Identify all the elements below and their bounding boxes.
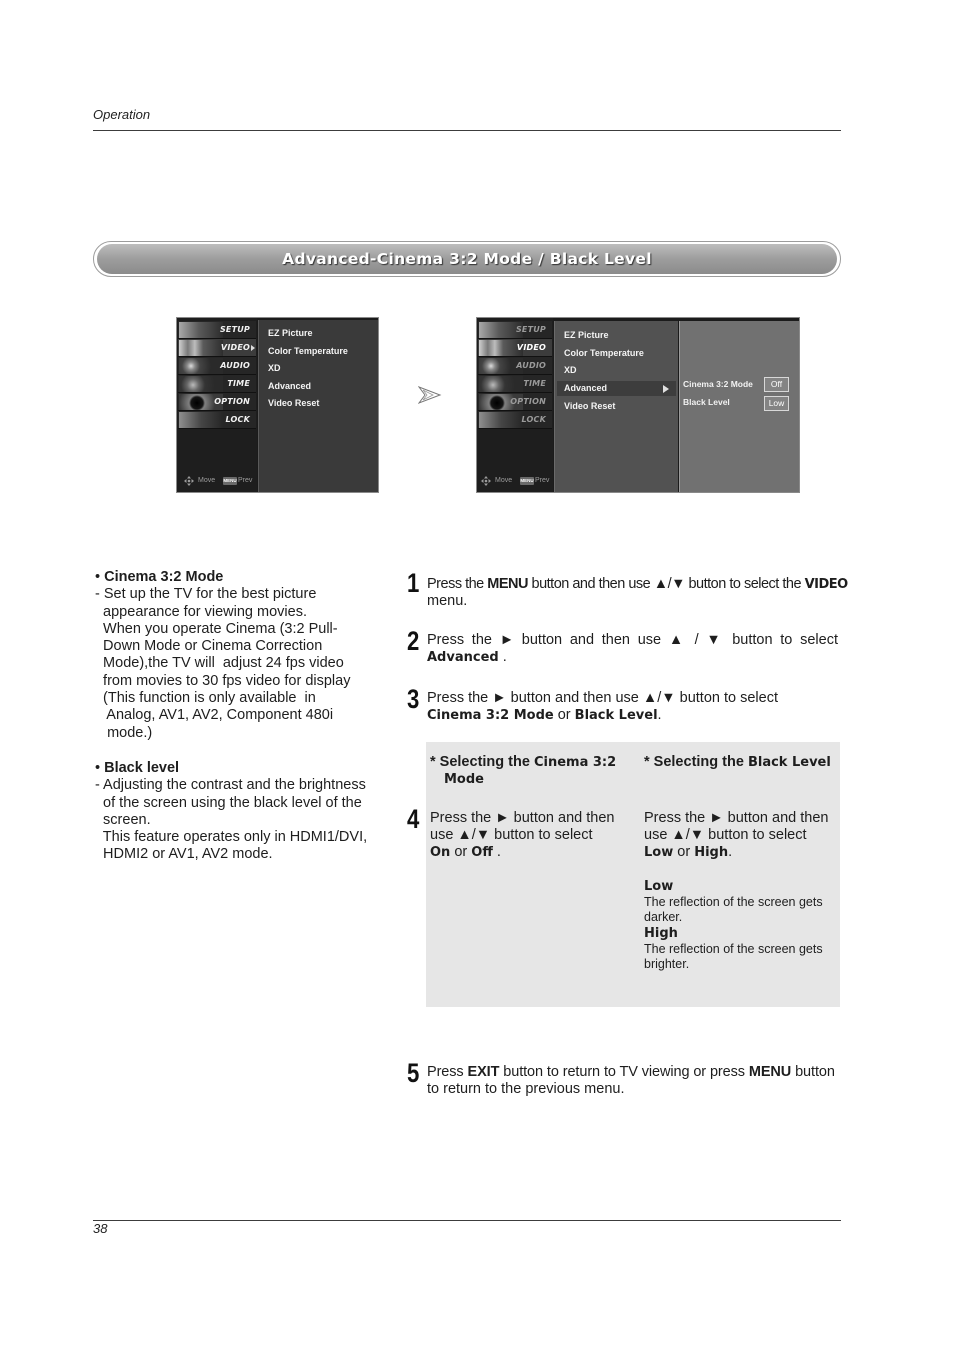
- keyword-text: Cinema 3:2 Mode: [427, 707, 554, 723]
- text-line: [95, 690, 385, 707]
- text-run: of the screen using the black level of the: [95, 794, 362, 811]
- menu-tab-label: LOCK: [521, 415, 546, 424]
- text-line: [427, 575, 848, 593]
- move-label: Move: [495, 477, 513, 484]
- header-rule: [93, 130, 841, 131]
- menu-item-advanced[interactable]: Advanced: [564, 383, 608, 393]
- text-run: Press the ► button and then: [430, 809, 615, 826]
- time-icon: [179, 376, 223, 392]
- step-2-text: [427, 632, 838, 666]
- menu-screenshot-video: [176, 317, 379, 493]
- step-4-black-level-text: [644, 810, 839, 861]
- text-line: [427, 690, 839, 707]
- step-number: 2: [407, 626, 420, 656]
- bold-text: EXIT: [467, 1063, 500, 1080]
- text-run: screen.: [95, 811, 151, 828]
- text-line: [95, 638, 385, 655]
- text-run: or: [673, 843, 695, 860]
- text-run: mode.): [95, 724, 153, 741]
- menu-tab-setup[interactable]: [478, 321, 552, 339]
- text-line: [95, 569, 385, 586]
- text-run: appearance for viewing movies.: [95, 603, 307, 620]
- step-number: 5: [407, 1058, 420, 1088]
- keyword-text: High: [694, 844, 729, 860]
- bold-text: * Selecting the: [644, 753, 748, 770]
- move-arrows-icon: [481, 476, 491, 486]
- menu-tab-label: TIME: [523, 379, 546, 388]
- text-run: darker.: [644, 909, 683, 924]
- submenu-arrow-icon: [251, 345, 255, 351]
- menu-item-advanced[interactable]: Advanced: [268, 381, 312, 391]
- menu-tab-label: SETUP: [515, 325, 546, 334]
- menu-button-badge: MENU: [223, 478, 237, 483]
- text-line: [430, 810, 635, 827]
- menu-tab-label: VIDEO: [220, 343, 250, 352]
- keyword-text: On: [430, 844, 451, 860]
- menu-tab-label: SETUP: [219, 325, 250, 334]
- text-run: or: [450, 843, 472, 860]
- black-level-heading: [644, 754, 839, 771]
- text-run: to return to the previous menu.: [427, 1080, 625, 1097]
- step-5-text: [427, 1064, 839, 1098]
- text-run: (This function is only available in: [95, 690, 316, 707]
- text-line: [95, 707, 385, 724]
- menu-tab-lock[interactable]: [478, 411, 552, 429]
- text-line: [427, 1081, 839, 1098]
- prev-label: Prev: [238, 477, 253, 484]
- step-4-cinema-text: [430, 810, 635, 861]
- text-run: The reflection of the screen gets: [644, 941, 823, 956]
- text-run: .: [498, 648, 507, 665]
- bold-text: * Selecting the: [430, 753, 534, 770]
- menu-item-ez-picture[interactable]: EZ Picture: [564, 330, 609, 340]
- text-run: Press the ► button and then use ▲/▼ button to select: [427, 689, 778, 706]
- black-level-value[interactable]: Low: [764, 396, 789, 411]
- menu-item-video-reset[interactable]: Video Reset: [564, 401, 616, 411]
- text-run: or: [553, 706, 575, 723]
- menu-item-ez-picture[interactable]: EZ Picture: [268, 328, 313, 338]
- text-line: [430, 771, 630, 788]
- menu-button-badge: MENU: [520, 478, 534, 483]
- text-line: [95, 655, 385, 672]
- option-name-low: Low: [644, 878, 674, 894]
- move-arrows-icon: [184, 476, 194, 486]
- menu-footer: [476, 476, 554, 486]
- text-line: [95, 621, 385, 638]
- step-number: 3: [407, 684, 420, 714]
- menu-tab-label: TIME: [227, 379, 250, 388]
- submenu-item-black-level[interactable]: Black Level: [683, 397, 730, 407]
- text-run: - Adjusting the contrast and the brightness: [95, 777, 366, 794]
- menu-tab-label: LOCK: [225, 415, 250, 424]
- menu-item-color-temperature[interactable]: Color Temperature: [268, 346, 348, 356]
- text-run: use ▲/▼ button to select: [644, 826, 807, 843]
- option-name-high: High: [644, 925, 678, 941]
- prev-label: Prev: [535, 477, 550, 484]
- text-line: [430, 827, 635, 844]
- text-run: Press: [427, 1063, 468, 1080]
- text-line: [644, 754, 839, 771]
- text-line: [95, 725, 385, 742]
- text-run: from movies to 30 fps video for display: [95, 672, 351, 689]
- arrow-right-outline-icon: [418, 386, 442, 404]
- text-line: [95, 846, 385, 863]
- setup-icon: [179, 322, 223, 338]
- text-line: [95, 829, 385, 846]
- menu-tab-lock[interactable]: [178, 411, 256, 429]
- menu-tab-column: [477, 318, 553, 492]
- menu-tab-video[interactable]: [478, 339, 552, 357]
- menu-tab-video[interactable]: [178, 339, 256, 357]
- text-line: [95, 673, 385, 690]
- menu-tab-label: VIDEO: [516, 343, 546, 352]
- keyword-text: Off: [471, 844, 493, 860]
- menu-item-xd[interactable]: XD: [564, 365, 577, 375]
- note-black-level: [95, 760, 385, 864]
- keyword-text: Cinema 3:2: [533, 754, 617, 770]
- text-run: This feature operates only in HDMI1/DVI,: [95, 829, 368, 846]
- text-run: Mode),the TV will adjust 24 fps video: [95, 655, 344, 672]
- keyword-text: Advanced: [427, 649, 499, 665]
- cinema-mode-heading: [430, 754, 630, 788]
- menu-screenshot-advanced: [476, 317, 800, 493]
- keyword-text: Black Level: [747, 754, 831, 770]
- text-line: [430, 754, 630, 771]
- text-line: [95, 586, 385, 603]
- menu-item-video-reset[interactable]: Video Reset: [268, 398, 320, 408]
- keyword-text: Black Level: [574, 707, 658, 723]
- text-run: button to return to TV viewing or press: [499, 1063, 749, 1080]
- bold-text: Black level: [104, 760, 180, 776]
- text-line: [95, 795, 385, 812]
- text-run: .: [657, 706, 662, 723]
- text-run: button and then use ▲/▼ button to select the: [527, 575, 805, 592]
- text-run: use ▲/▼ button to select: [430, 826, 593, 843]
- text-line: [427, 707, 839, 724]
- bold-text: MENU: [748, 1063, 792, 1080]
- video-menu-list: [258, 320, 379, 492]
- submenu-arrow-icon: [663, 385, 669, 393]
- text-line: [644, 810, 839, 827]
- black-level-options: [644, 878, 839, 972]
- text-line: [427, 649, 838, 666]
- menu-item-color-temperature[interactable]: Color Temperature: [564, 348, 644, 358]
- advanced-submenu: [679, 321, 800, 493]
- text-line: [427, 632, 838, 649]
- option-description-low: [644, 895, 839, 925]
- text-run: •: [95, 569, 105, 585]
- keyword-text: Low: [644, 844, 674, 860]
- option-description-high: [644, 942, 839, 972]
- page-title: Advanced-Cinema 3:2 Mode / Black Level: [97, 244, 837, 274]
- text-run: Analog, AV1, AV2, Component 480i: [95, 707, 334, 724]
- step-3-text: [427, 690, 839, 724]
- text-line: [427, 1064, 839, 1081]
- text-line: [95, 812, 385, 829]
- text-line: [644, 942, 839, 957]
- menu-tab-option[interactable]: [478, 393, 552, 411]
- menu-tab-setup[interactable]: [178, 321, 256, 339]
- menu-tab-label: OPTION: [214, 397, 250, 406]
- text-line: [644, 844, 839, 861]
- keyword-text: Mode: [444, 771, 484, 787]
- text-run: - Set up the TV for the best picture: [95, 586, 317, 603]
- text-run: .: [728, 843, 733, 860]
- text-run: brighter.: [644, 956, 690, 971]
- bold-text: MENU: [487, 575, 528, 592]
- step-number: 4: [407, 804, 420, 834]
- menu-tab-audio[interactable]: [478, 357, 552, 375]
- audio-icon: [179, 358, 223, 374]
- text-run: •: [95, 760, 105, 776]
- video-icon: [179, 340, 223, 356]
- bold-text: Cinema 3:2 Mode: [104, 569, 224, 585]
- step-1-text: [427, 575, 848, 610]
- keyword-text: VIDEO: [804, 576, 848, 592]
- menu-footer: [177, 476, 257, 486]
- menu-tab-time[interactable]: [478, 375, 552, 393]
- note-cinema-mode: [95, 569, 385, 742]
- menu-tab-label: AUDIO: [516, 361, 546, 370]
- text-line: [95, 760, 385, 777]
- section-label: Operation: [93, 107, 151, 122]
- text-line: [427, 593, 839, 610]
- menu-tab-label: AUDIO: [220, 361, 250, 370]
- text-line: [644, 895, 839, 910]
- text-line: [95, 777, 385, 794]
- menu-tab-column: [177, 318, 257, 492]
- text-run: HDMI2 or AV1, AV2 mode.: [95, 846, 273, 863]
- text-run: Press the ► button and then: [644, 809, 829, 826]
- text-run: The reflection of the screen gets: [644, 894, 823, 909]
- text-run: Press the: [427, 575, 488, 592]
- text-run: When you operate Cinema (3:2 Pull-: [95, 620, 338, 637]
- menu-tab-audio[interactable]: [178, 357, 256, 375]
- text-run: .: [492, 843, 501, 860]
- cinema-mode-value[interactable]: Off: [764, 377, 789, 392]
- menu-tab-option[interactable]: [178, 393, 256, 411]
- text-run: menu.: [427, 592, 468, 609]
- text-line: [644, 957, 839, 972]
- text-line: [430, 844, 635, 861]
- lock-icon: [179, 412, 223, 428]
- text-line: [644, 910, 839, 925]
- lock-icon: [479, 412, 523, 428]
- video-menu-list: [554, 321, 678, 493]
- text-line: [95, 604, 385, 621]
- menu-tab-label: OPTION: [510, 397, 546, 406]
- text-run: button: [791, 1063, 835, 1080]
- menu-item-xd[interactable]: XD: [268, 363, 281, 373]
- step-number: 1: [407, 568, 420, 598]
- text-run: Down Mode or Cinema Correction: [95, 638, 323, 655]
- footer-rule: [93, 1220, 841, 1221]
- submenu-item-cinema-mode[interactable]: Cinema 3:2 Mode: [683, 379, 753, 389]
- page-number: 38: [93, 1221, 108, 1236]
- text-line: [644, 827, 839, 844]
- text-run: Press the ► button and then use ▲ / ▼ button to select: [427, 631, 838, 648]
- move-label: Move: [198, 477, 216, 484]
- time-icon: [479, 376, 523, 392]
- menu-tab-time[interactable]: [178, 375, 256, 393]
